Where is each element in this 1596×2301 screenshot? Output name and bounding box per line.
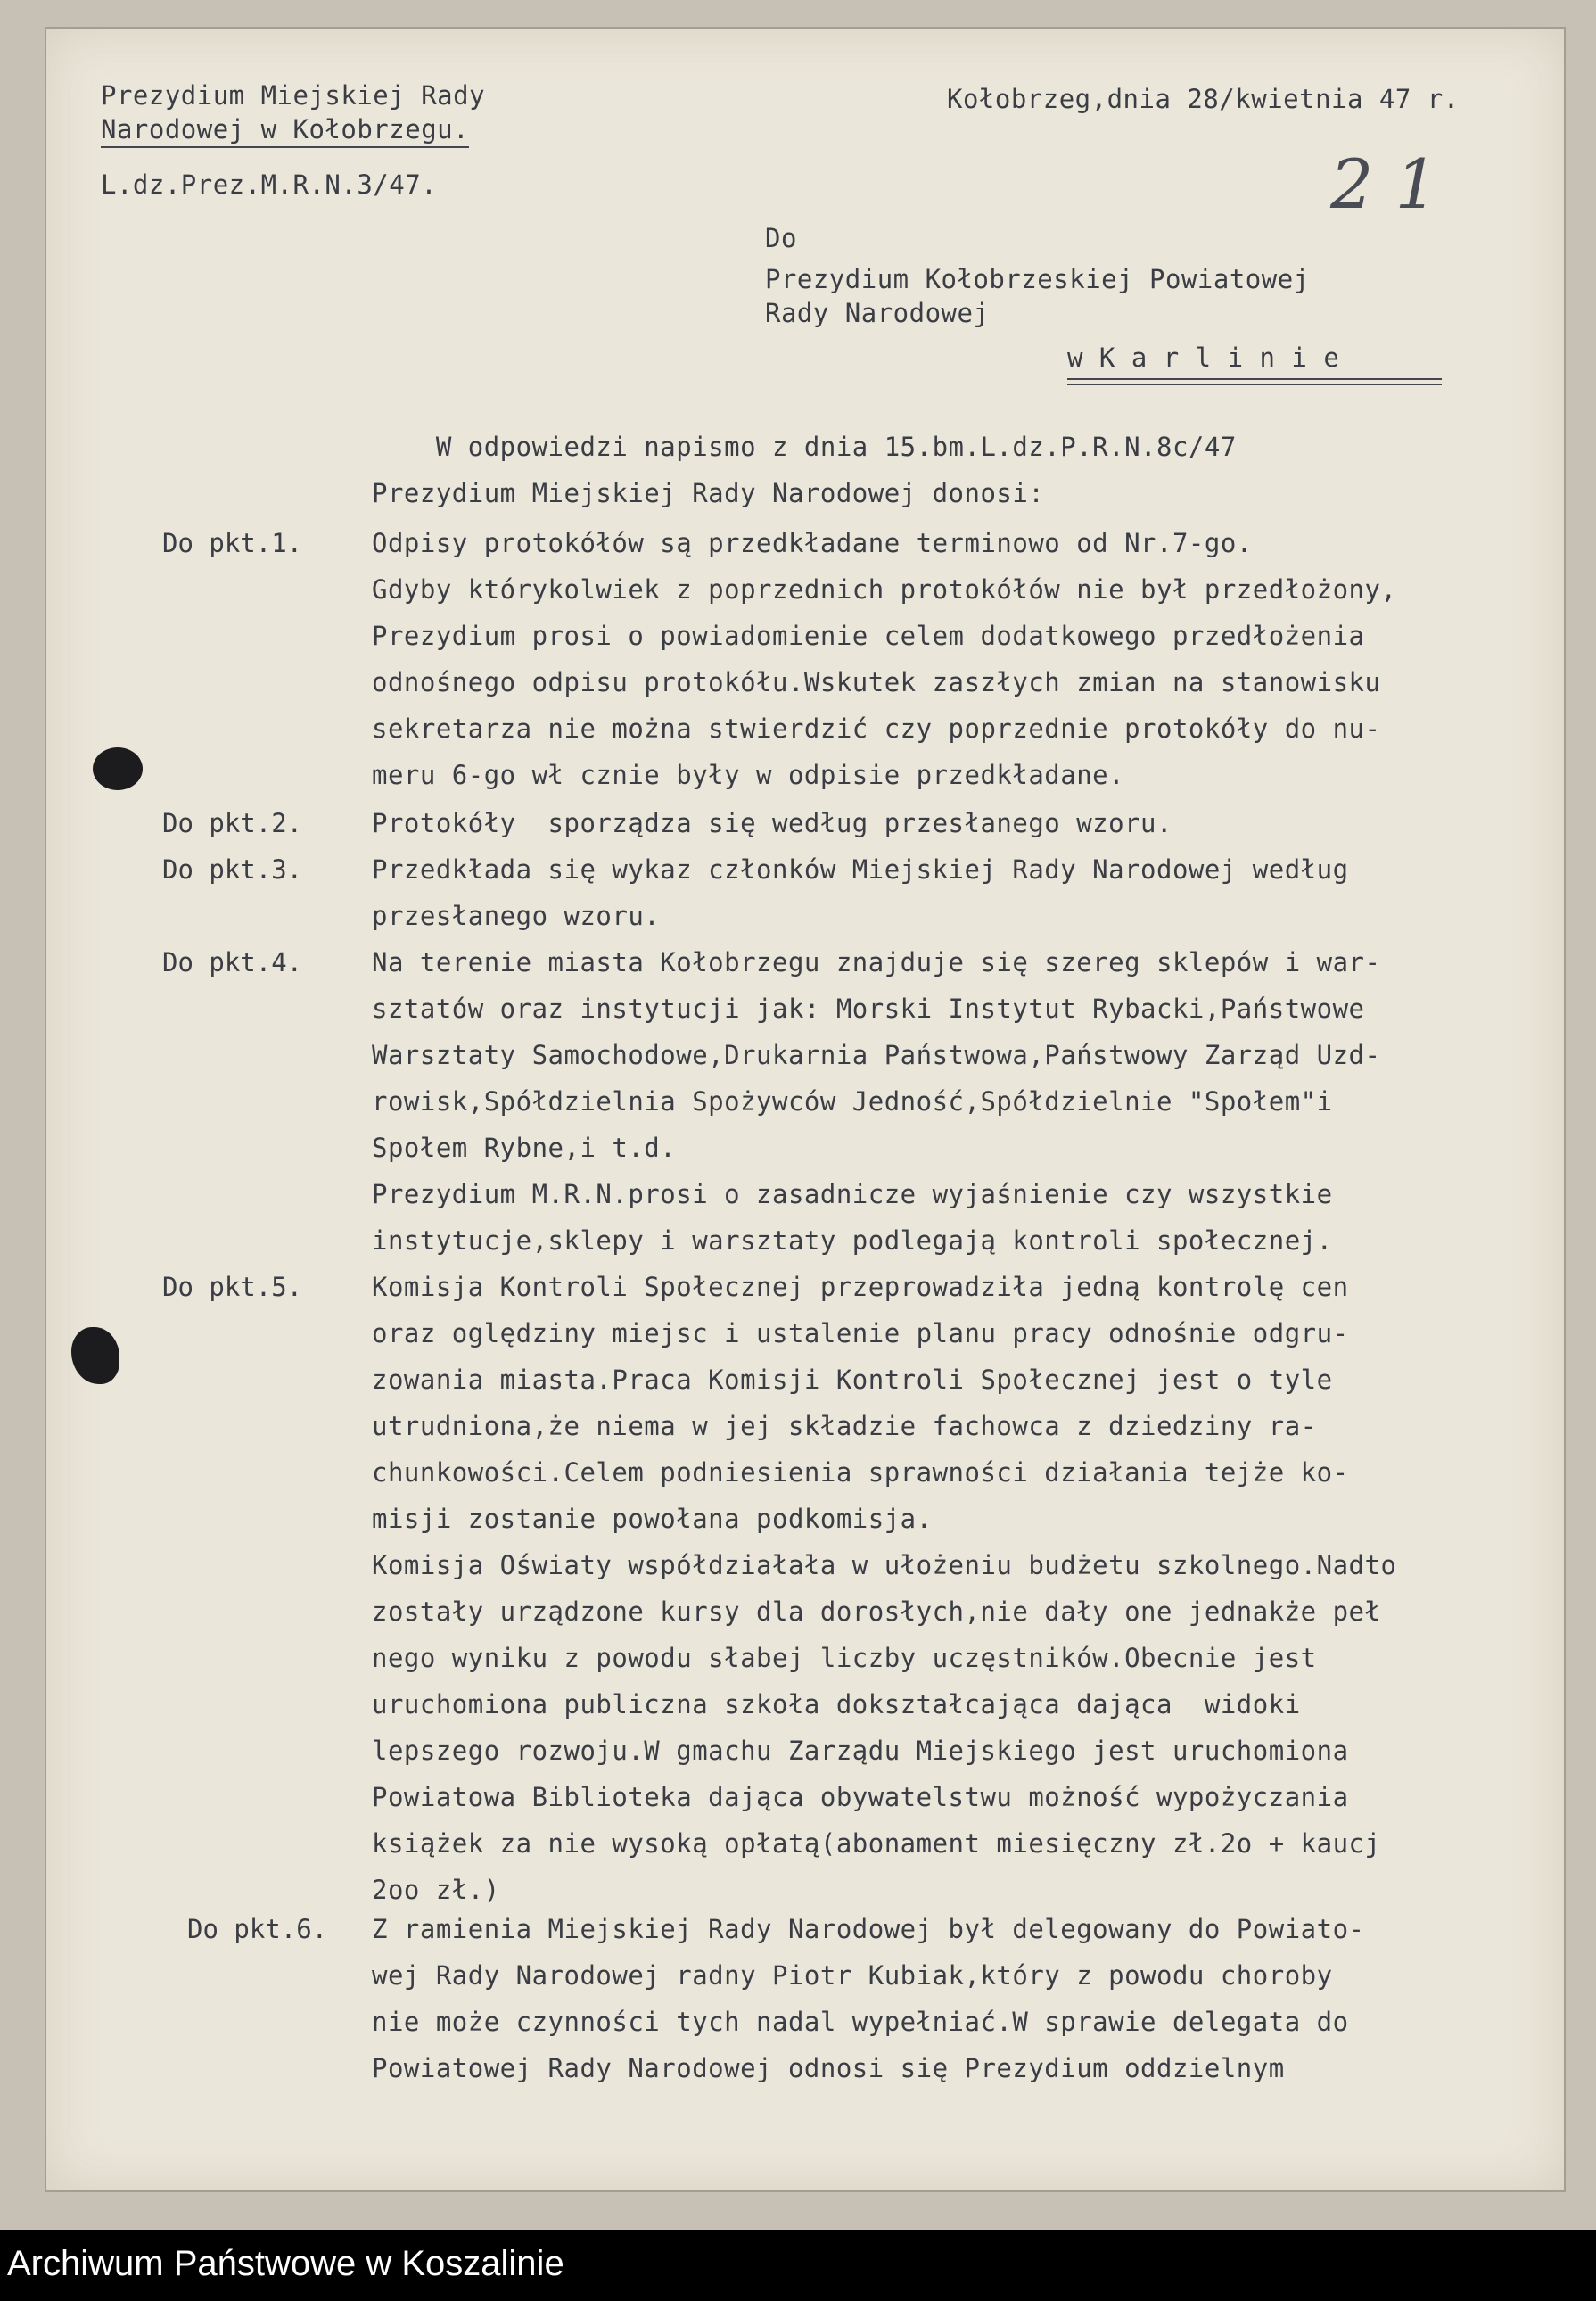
body-line: Powiatowej Rady Narodowej odnosi się Prezydium oddzielnym bbox=[372, 2053, 1285, 2083]
body-line: W odpowiedzi napismo z dnia 15.bm.L.dz.P.R.N.8c/47 bbox=[372, 432, 1237, 462]
body-line: chunkowości.Celem podniesienia sprawności działania tejże ko- bbox=[372, 1457, 1349, 1488]
recipient-line-2: Rady Narodowej bbox=[765, 298, 990, 328]
reference-number: L.dz.Prez.M.R.N.3/47. bbox=[101, 169, 438, 200]
body-line: Protokóły sporządza się według przesłanego wzoru. bbox=[372, 808, 1172, 838]
body-line: odnośnego odpisu protokółu.Wskutek zaszłych zmian na stanowisku bbox=[372, 667, 1381, 697]
body-line: Prezydium Miejskiej Rady Narodowej donosi: bbox=[372, 478, 1045, 508]
body-line: Warsztaty Samochodowe,Drukarnia Państwowa,Państwowy Zarząd Uzd- bbox=[372, 1040, 1381, 1070]
body-line: 2oo zł.) bbox=[372, 1875, 500, 1905]
point-label-1: Do pkt.1. bbox=[162, 528, 303, 558]
body-line: meru 6-go wł cznie były w odpisie przedkładane. bbox=[372, 760, 1125, 790]
point-label-2: Do pkt.2. bbox=[162, 808, 303, 838]
body-line: uruchomiona publiczna szkoła dokształcająca dająca widoki bbox=[372, 1689, 1301, 1720]
point-label-3: Do pkt.3. bbox=[162, 854, 303, 885]
body-line: zostały urządzone kursy dla dorosłych,nie dały one jednakże peł bbox=[372, 1596, 1381, 1627]
body-line: oraz oględziny miejsc i ustalenie planu pracy odnośnie odgru- bbox=[372, 1318, 1349, 1348]
body-line: lepszego rozwoju.W gmachu Zarządu Miejskiego jest uruchomiona bbox=[372, 1736, 1349, 1766]
body-line: utrudniona,że niema w jej składzie fachowca z dziedziny ra- bbox=[372, 1411, 1317, 1441]
body-line: Przedkłada się wykaz członków Miejskiej Rady Narodowej według bbox=[372, 854, 1349, 885]
point-label-4: Do pkt.4. bbox=[162, 947, 303, 977]
point-label-5: Do pkt.5. bbox=[162, 1272, 303, 1302]
body-line: nego wyniku z powodu słabej liczby uczęstników.Obecnie jest bbox=[372, 1643, 1317, 1673]
handwritten-number: 2 1 bbox=[1330, 144, 1438, 224]
body-line: sekretarza nie można stwierdzić czy poprzednie protokóły do nu- bbox=[372, 713, 1381, 744]
ink-blot bbox=[71, 1327, 119, 1384]
archive-footer bbox=[0, 2230, 1596, 2301]
sender-line-2: Narodowej w Kołobrzegu. bbox=[101, 114, 469, 148]
place-and-date: Kołobrzeg,dnia 28/kwietnia 47 r. bbox=[947, 84, 1460, 114]
ink-blot bbox=[93, 747, 143, 790]
recipient-to: Do bbox=[765, 223, 797, 253]
body-line: Prezydium prosi o powiadomienie celem dodatkowego przedłożenia bbox=[372, 621, 1365, 651]
recipient-city: w K a r l i n i e bbox=[1067, 342, 1340, 373]
body-line: misji zostanie powołana podkomisja. bbox=[372, 1504, 933, 1534]
body-line: Komisja Kontroli Społecznej przeprowadziła jedną kontrolę cen bbox=[372, 1272, 1349, 1302]
archive-name: Archiwum Państwowe w Koszalinie bbox=[7, 2244, 564, 2283]
body-line: wej Rady Narodowej radny Piotr Kubiak,który z powodu choroby bbox=[372, 1960, 1333, 1991]
body-line: instytucje,sklepy i warsztaty podlegają kontroli społecznej. bbox=[372, 1225, 1333, 1256]
body-line: Powiatowa Biblioteka dająca obywatelstwu możność wypożyczania bbox=[372, 1782, 1349, 1812]
body-line: zowania miasta.Praca Komisji Kontroli Społecznej jest o tyle bbox=[372, 1365, 1333, 1395]
body-line: Na terenie miasta Kołobrzegu znajduje się szereg sklepów i war- bbox=[372, 947, 1381, 977]
city-double-underline bbox=[1067, 378, 1442, 385]
body-line: książek za nie wysoką opłatą(abonament miesięczny zł.2o + kaucj bbox=[372, 1828, 1381, 1859]
point-label-6: Do pkt.6. bbox=[187, 1914, 328, 1944]
body-line: Gdyby którykolwiek z poprzednich protokółów nie był przedłożony, bbox=[372, 574, 1397, 605]
body-line: Odpisy protokółów są przedkładane terminowo od Nr.7-go. bbox=[372, 528, 1253, 558]
document-page bbox=[46, 29, 1564, 2190]
body-line: rowisk,Spółdzielnia Spożywców Jedność,Spółdzielnie "Społem"i bbox=[372, 1086, 1333, 1117]
body-line: nie może czynności tych nadal wypełniać.W sprawie delegata do bbox=[372, 2007, 1349, 2037]
body-line: przesłanego wzoru. bbox=[372, 901, 661, 931]
body-line: Prezydium M.R.N.prosi o zasadnicze wyjaśnienie czy wszystkie bbox=[372, 1179, 1333, 1209]
body-line: Społem Rybne,i t.d. bbox=[372, 1133, 677, 1163]
recipient-line-1: Prezydium Kołobrzeskiej Powiatowej bbox=[765, 264, 1310, 294]
body-line: sztatów oraz instytucji jak: Morski Instytut Rybacki,Państwowe bbox=[372, 994, 1365, 1024]
body-line: Komisja Oświaty współdziałała w ułożeniu budżetu szkolnego.Nadto bbox=[372, 1550, 1397, 1580]
body-line: Z ramienia Miejskiej Rady Narodowej był delegowany do Powiato- bbox=[372, 1914, 1365, 1944]
sender-line-1: Prezydium Miejskiej Rady bbox=[101, 80, 486, 111]
